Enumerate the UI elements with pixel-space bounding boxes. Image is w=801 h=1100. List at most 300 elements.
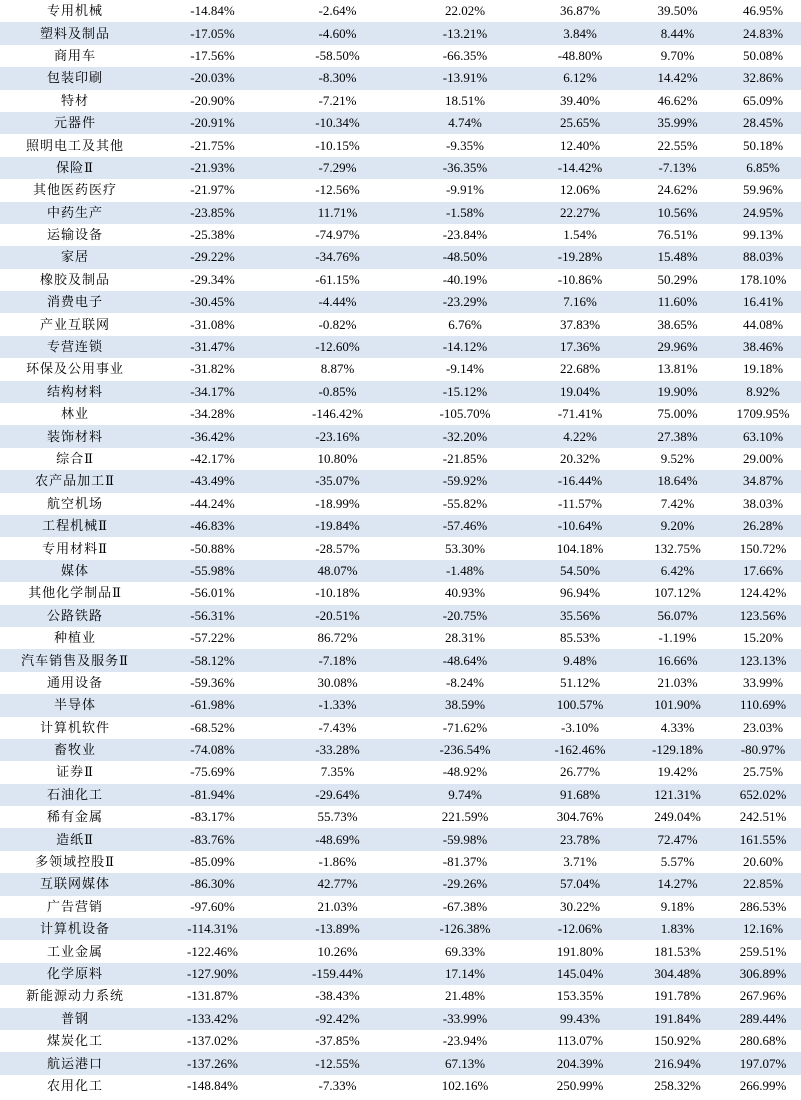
value-cell-6: 16.41% [725,291,801,313]
value-cell-6: 289.44% [725,1008,801,1030]
value-cell-4: 17.36% [530,336,630,358]
value-cell-1: -21.97% [190,182,235,198]
table-row [0,1052,801,1074]
value-cell-1: -56.31% [150,605,275,627]
value-cell-6: 12.16% [725,918,801,940]
value-cell-2: -35.07% [275,470,400,492]
table-row [0,381,801,403]
value-cell-1: -46.83% [150,515,275,537]
industry-name-cell: 结构材料 [0,381,150,403]
value-cell-6: 123.56% [725,605,801,627]
table-row [0,627,801,649]
value-cell-3: -105.70% [439,406,491,422]
table-row [0,112,801,134]
value-cell-6: 8.92% [725,381,801,403]
value-cell-3: 6.76% [448,316,482,332]
value-cell-1: -137.26% [150,1052,275,1074]
value-cell-5: 75.00% [657,406,698,422]
table-row [0,582,801,604]
industry-name-cell: 其他化学制品Ⅱ [28,585,122,601]
value-cell-1: -31.82% [190,361,235,377]
industry-name-cell: 林业 [60,406,89,422]
value-cell-2: -4.60% [275,22,400,44]
value-cell-1: -44.24% [190,495,235,511]
industry-name-cell: 运输设备 [46,227,103,243]
value-cell-2: -1.33% [275,694,400,716]
value-cell-3: 21.48% [444,988,486,1004]
value-cell-6: 1709.95% [736,406,790,422]
value-cell-3: 40.93% [444,585,486,601]
value-cell-1: -83.17% [190,809,235,825]
table-row [0,202,801,224]
industry-name-cell: 计算机设备 [0,918,150,940]
value-cell-2: -92.42% [275,1008,400,1030]
table-row [0,1008,801,1030]
value-cell-1: -58.12% [150,649,275,671]
value-cell-5: 46.62% [657,92,698,108]
value-cell-4: -10.86% [557,271,603,287]
value-cell-6: 150.72% [739,540,787,556]
table-row [0,448,801,470]
table-row [0,425,801,447]
value-cell-5: 5.57% [660,854,695,870]
value-cell-2: -23.16% [275,425,400,447]
value-cell-3: 53.30% [444,540,486,556]
value-cell-5: 9.20% [630,515,725,537]
value-cell-6: 46.95% [742,3,784,19]
value-cell-4: 25.65% [530,112,630,134]
value-cell-3: -23.94% [442,1033,488,1049]
table-row [0,22,801,44]
value-cell-1: -74.08% [150,739,275,761]
value-cell-4: 22.27% [530,202,630,224]
value-cell-1: -75.69% [190,764,235,780]
value-cell-3: -21.85% [442,451,488,466]
value-cell-4: 12.40% [559,137,601,153]
value-cell-4: 1.54% [563,227,597,243]
value-cell-4: 145.04% [530,963,630,985]
table-row [0,851,801,873]
value-cell-6: 25.75% [742,764,784,780]
table-row [0,873,801,895]
industry-name-cell: 产业互联网 [39,316,110,332]
value-cell-2: -34.76% [275,246,400,268]
industry-name-cell: 通用设备 [46,674,103,690]
table-row [0,45,801,67]
table-row [0,672,801,694]
value-cell-3: -14.12% [400,336,530,358]
value-cell-1: -42.17% [190,451,235,466]
value-cell-2: 42.77% [275,873,400,895]
table-row [0,470,801,492]
value-cell-3: -236.54% [400,739,530,761]
table-row [0,649,801,671]
value-cell-4: 23.78% [530,828,630,850]
value-cell-5: 150.92% [654,1033,701,1049]
value-cell-5: 9.70% [660,47,695,63]
value-cell-2: -4.44% [275,291,400,313]
value-cell-3: 221.59% [441,809,489,825]
value-cell-5: 8.44% [630,22,725,44]
value-cell-4: 4.22% [530,425,630,447]
value-cell-1: -14.84% [190,3,235,19]
value-cell-6: 44.08% [742,316,784,332]
value-cell-4: 39.40% [559,92,601,108]
industry-name-cell: 稀有金属 [46,809,103,825]
industry-name-cell: 农产品加工Ⅱ [0,470,150,492]
value-cell-4: 85.53% [559,630,601,646]
industry-name-cell: 种植业 [53,630,96,646]
value-cell-3: -13.91% [400,67,530,89]
value-cell-5: 132.75% [654,540,701,556]
value-cell-2: 55.73% [317,809,358,825]
value-cell-4: 26.77% [559,764,601,780]
value-cell-6: 15.20% [742,630,784,646]
industry-name-cell: 石油化工 [0,784,150,806]
value-cell-2: -61.15% [315,271,360,287]
value-cell-3: -81.37% [442,854,488,870]
value-cell-4: -48.80% [557,47,603,63]
value-cell-1: -17.05% [150,22,275,44]
industry-name-cell: 工程机械Ⅱ [0,515,150,537]
value-cell-3: -8.24% [446,674,484,690]
value-cell-6: 306.89% [725,963,801,985]
value-cell-5: 9.18% [660,898,695,914]
value-cell-2: -20.51% [275,605,400,627]
value-cell-5: 19.42% [657,764,698,780]
industry-name-cell: 环保及公用事业 [25,361,124,377]
industry-name-cell: 航空机场 [46,495,103,511]
value-cell-5: 39.50% [657,3,698,19]
value-cell-2: 8.87% [320,361,355,377]
industry-name-cell: 造纸Ⅱ [0,828,150,850]
value-cell-6: 266.99% [739,1077,787,1093]
value-cell-5: 11.60% [630,291,725,313]
industry-name-cell: 中药生产 [0,202,150,224]
value-cell-2: -7.33% [318,1077,357,1093]
table-row [0,985,801,1007]
value-cell-2: -2.64% [318,3,357,19]
value-cell-2: 10.80% [317,451,358,466]
value-cell-2: -33.28% [275,739,400,761]
table-row [0,67,801,89]
table-row [0,403,801,425]
value-cell-6: 124.42% [739,585,787,601]
value-cell-1: -43.49% [150,470,275,492]
industry-name-cell: 橡胶及制品 [39,271,110,287]
value-cell-6: 280.68% [739,1033,787,1049]
value-cell-3: 17.14% [400,963,530,985]
value-cell-3: -9.91% [446,182,484,198]
value-cell-1: -86.30% [150,873,275,895]
value-cell-6: 24.95% [725,202,801,224]
value-cell-6: 34.87% [725,470,801,492]
value-cell-5: 101.90% [630,694,725,716]
value-cell-4: 96.94% [559,585,601,601]
industry-name-cell: 普钢 [0,1008,150,1030]
value-cell-1: -36.42% [150,425,275,447]
value-cell-2: 48.07% [275,560,400,582]
value-cell-5: 50.29% [657,271,698,287]
value-cell-3: 9.74% [400,784,530,806]
value-cell-4: 37.83% [559,316,601,332]
value-cell-1: -25.38% [190,227,235,243]
value-cell-2: -37.85% [315,1033,360,1049]
value-cell-5: 27.38% [630,425,725,447]
industry-name-cell: 塑料及制品 [0,22,150,44]
industry-name-cell: 煤炭化工 [46,1033,103,1049]
table-row [0,918,801,940]
value-cell-1: -20.03% [150,67,275,89]
value-cell-3: -23.84% [442,227,488,243]
value-cell-5: 258.32% [654,1077,701,1093]
value-cell-6: 24.83% [725,22,801,44]
value-cell-4: 99.43% [530,1008,630,1030]
value-cell-3: -55.82% [442,495,488,511]
value-cell-1: -83.76% [150,828,275,850]
value-cell-1: -81.94% [150,784,275,806]
value-cell-4: 3.71% [563,854,597,870]
value-cell-5: 56.07% [630,605,725,627]
value-cell-5: 13.81% [657,361,698,377]
value-cell-3: -9.35% [446,137,484,153]
table-row [0,717,801,739]
value-cell-6: 26.28% [725,515,801,537]
table-row [0,246,801,268]
value-cell-1: -56.01% [190,585,235,601]
value-cell-5: -7.13% [630,157,725,179]
value-cell-3: -48.92% [442,764,488,780]
value-cell-2: -10.15% [315,137,360,153]
industry-name-cell: 广告营销 [46,898,103,914]
value-cell-5: -129.18% [630,739,725,761]
value-cell-3: -71.62% [442,719,488,735]
value-cell-2: -0.82% [318,316,357,332]
value-cell-6: 32.86% [725,67,801,89]
value-cell-6: 286.53% [739,898,787,914]
industry-name-cell: 畜牧业 [0,739,150,761]
industry-name-cell: 其他医药医疗 [32,182,117,198]
value-cell-4: -10.64% [530,515,630,537]
value-cell-1: -20.90% [190,92,235,108]
value-cell-1: -57.22% [190,630,235,646]
value-cell-4: 19.04% [530,381,630,403]
value-cell-6: 652.02% [725,784,801,806]
value-cell-6: 28.45% [725,112,801,134]
value-cell-3: 22.02% [444,3,486,19]
value-cell-2: -18.99% [315,495,360,511]
value-cell-6: 50.18% [742,137,784,153]
value-cell-2: -13.89% [275,918,400,940]
value-cell-3: -20.75% [400,605,530,627]
value-cell-4: -11.57% [558,495,602,511]
value-cell-6: 197.07% [725,1052,801,1074]
value-cell-5: 191.84% [630,1008,725,1030]
value-cell-1: -34.28% [190,406,235,422]
value-cell-2: 7.35% [320,764,355,780]
value-cell-1: -85.09% [190,854,235,870]
industry-name-cell: 专用机械 [46,3,103,19]
value-cell-6: 33.99% [742,674,784,690]
value-cell-3: -66.35% [442,47,488,63]
value-cell-6: 88.03% [725,246,801,268]
value-cell-2: -28.57% [315,540,360,556]
table-row [0,1030,801,1052]
value-cell-1: -20.91% [150,112,275,134]
value-cell-2: -38.43% [315,988,360,1004]
value-cell-4: 191.80% [556,943,604,959]
value-cell-6: 19.18% [742,361,784,377]
value-cell-2: -10.34% [275,112,400,134]
value-cell-2: -146.42% [312,406,363,422]
table-row [0,784,801,806]
value-cell-5: -1.19% [658,630,697,646]
value-cell-2: -159.44% [275,963,400,985]
value-cell-6: 242.51% [739,809,787,825]
value-cell-2: -19.84% [275,515,400,537]
industry-name-cell: 家居 [0,246,150,268]
value-cell-6: 50.08% [742,47,784,63]
value-cell-2: -8.30% [275,67,400,89]
value-cell-1: -23.85% [150,202,275,224]
table-row [0,963,801,985]
value-cell-5: 14.42% [630,67,725,89]
value-cell-6: 110.69% [725,694,801,716]
value-cell-1: -50.88% [190,540,235,556]
value-cell-5: 216.94% [630,1052,725,1074]
table-row [0,537,801,559]
value-cell-4: 9.48% [530,649,630,671]
value-cell-2: -12.56% [315,182,360,198]
value-cell-5: 4.33% [660,719,695,735]
value-cell-1: -97.60% [190,898,235,914]
value-cell-4: 35.56% [530,605,630,627]
value-cell-2: -0.85% [275,381,400,403]
value-cell-5: 191.78% [654,988,701,1004]
value-cell-2: -74.97% [315,227,360,243]
value-cell-1: -122.46% [187,943,238,959]
table-row [0,1075,801,1097]
value-cell-2: -12.55% [275,1052,400,1074]
value-cell-4: 250.99% [556,1077,604,1093]
industry-name-cell: 化学原料 [0,963,150,985]
value-cell-5: 107.12% [654,585,701,601]
value-cell-1: -17.56% [190,47,235,63]
value-cell-4: 20.32% [559,451,601,466]
value-cell-5: 6.42% [630,560,725,582]
value-cell-3: -1.58% [400,202,530,224]
table-row [0,828,801,850]
value-cell-5: 15.48% [630,246,725,268]
value-cell-5: 16.66% [630,649,725,671]
value-cell-6: 17.66% [725,560,801,582]
value-cell-4: 3.84% [530,22,630,44]
value-cell-4: -19.28% [530,246,630,268]
value-cell-3: -59.92% [400,470,530,492]
value-cell-6: 22.85% [725,873,801,895]
industry-name-cell: 证券Ⅱ [56,764,94,780]
value-cell-4: -16.44% [530,470,630,492]
value-cell-4: -162.46% [530,739,630,761]
value-cell-3: -29.26% [400,873,530,895]
value-cell-1: -131.87% [187,988,238,1004]
value-cell-3: -23.29% [400,291,530,313]
value-cell-3: -48.64% [400,649,530,671]
value-cell-1: -68.52% [190,719,235,735]
value-cell-3: -40.19% [442,271,488,287]
industry-name-cell: 专用材料Ⅱ [42,540,108,556]
value-cell-1: -21.93% [150,157,275,179]
value-cell-6: 38.03% [742,495,784,511]
value-cell-3: -59.98% [400,828,530,850]
table-row [0,336,801,358]
value-cell-5: 24.62% [657,182,698,198]
value-cell-5: 304.48% [630,963,725,985]
table-row [0,90,801,112]
value-cell-4: 100.57% [530,694,630,716]
value-cell-6: 259.51% [739,943,787,959]
value-cell-6: 59.96% [742,182,784,198]
value-cell-4: 54.50% [530,560,630,582]
value-cell-3: 102.16% [441,1077,489,1093]
value-cell-5: 18.64% [630,470,725,492]
value-cell-4: 57.04% [530,873,630,895]
value-cell-3: 67.13% [400,1052,530,1074]
value-cell-1: -29.22% [150,246,275,268]
table-row [0,739,801,761]
industry-name-cell: 专营连锁 [0,336,150,358]
value-cell-6: 65.09% [742,92,784,108]
table-row [0,515,801,537]
value-cell-2: 10.26% [317,943,358,959]
industry-name-cell: 保险Ⅱ [0,157,150,179]
value-cell-3: -33.99% [400,1008,530,1030]
value-cell-5: 38.65% [657,316,698,332]
value-cell-3: -1.48% [400,560,530,582]
value-cell-1: -148.84% [187,1077,238,1093]
industry-name-cell: 新能源动力系统 [25,988,124,1004]
value-cell-4: -71.41% [557,406,603,422]
value-cell-4: 6.12% [530,67,630,89]
value-cell-5: 181.53% [654,943,701,959]
value-cell-1: -34.17% [150,381,275,403]
value-cell-4: 204.39% [530,1052,630,1074]
value-cell-6: 29.00% [742,451,784,466]
value-cell-4: 12.06% [559,182,601,198]
industry-name-cell: 半导体 [0,694,150,716]
industry-name-cell: 汽车销售及服务Ⅱ [0,649,150,671]
value-cell-4: 153.35% [556,988,604,1004]
value-cell-2: -7.29% [275,157,400,179]
industry-name-cell: 元器件 [0,112,150,134]
industry-name-cell: 多领域控股Ⅱ [35,854,115,870]
value-cell-3: 18.51% [444,92,486,108]
value-cell-4: 51.12% [559,674,601,690]
industry-name-cell: 特材 [60,92,89,108]
value-cell-3: -126.38% [400,918,530,940]
value-cell-2: -1.86% [318,854,357,870]
table-row [0,224,801,246]
value-cell-3: 4.74% [400,112,530,134]
value-cell-5: 249.04% [654,809,701,825]
value-cell-2: -29.64% [275,784,400,806]
value-cell-6: 267.96% [739,988,787,1004]
value-cell-2: 86.72% [317,630,358,646]
table-row [0,0,801,22]
value-cell-3: 38.59% [400,694,530,716]
value-cell-5: 35.99% [630,112,725,134]
value-cell-4: 30.22% [559,898,601,914]
